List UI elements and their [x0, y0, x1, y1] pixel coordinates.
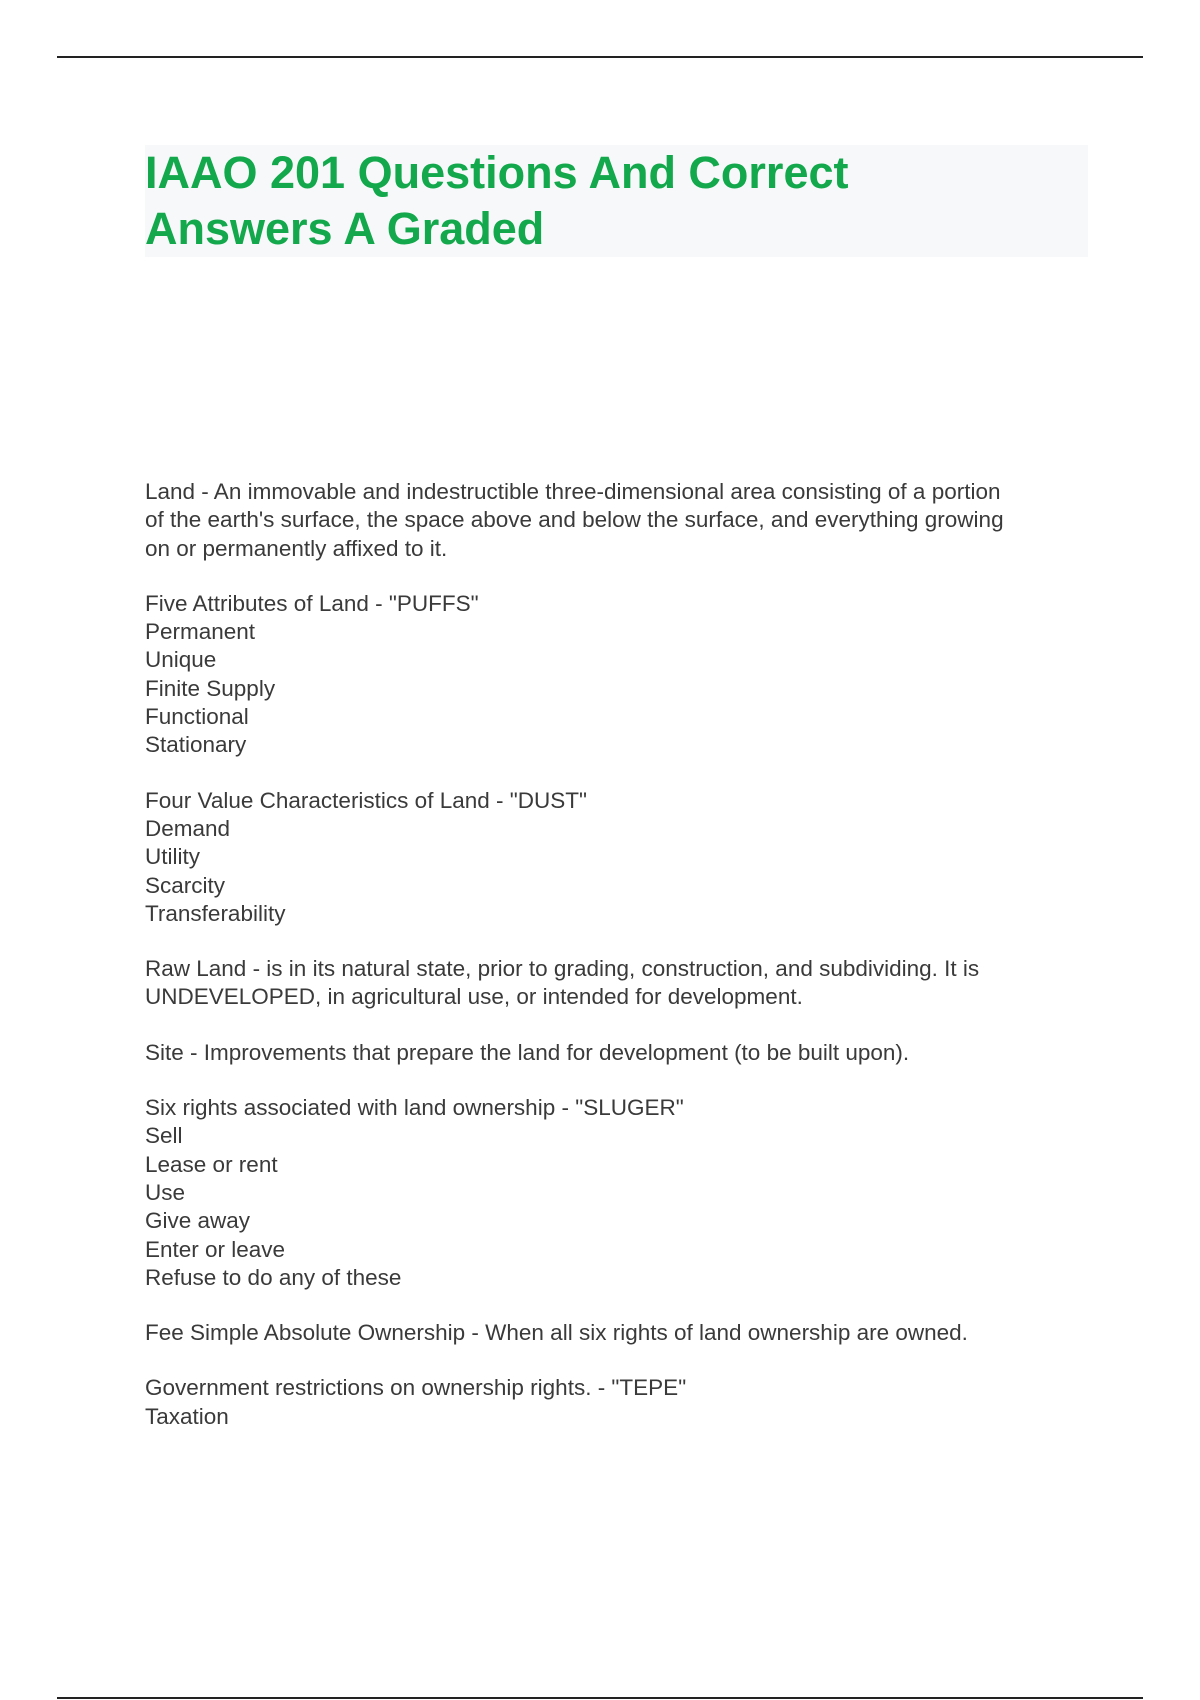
list-heading: Six rights associated with land ownership - "SLUGER" [145, 1095, 684, 1121]
definition-raw-land [145, 955, 1085, 1012]
list-heading: Government restrictions on ownership rights. - "TEPE" [145, 1375, 687, 1401]
list-heading: Five Attributes of Land - "PUFFS" [145, 590, 479, 616]
document-body [145, 478, 1085, 1458]
list-five-attributes [145, 590, 1085, 760]
definition-fee-simple [145, 1319, 1085, 1347]
list-item: Taxation [145, 1403, 229, 1429]
list-item: Sell [145, 1123, 183, 1149]
text-line: Fee Simple Absolute Ownership - When all six rights of land ownership are owned. [145, 1320, 968, 1346]
list-item: Give away [145, 1208, 251, 1234]
text-line: Land - An immovable and indestructible three-dimensional area consisting of a portion [145, 479, 1001, 504]
list-government-restrictions [145, 1374, 1085, 1431]
definition-site [145, 1039, 1085, 1067]
list-value-characteristics [145, 787, 1085, 928]
text-line: Raw Land - is in its natural state, prior to grading, construction, and subdividing. It is [145, 956, 980, 982]
list-six-rights [145, 1094, 1085, 1292]
list-item: Unique [145, 647, 217, 673]
text-line: of the earth's surface, the space above and below the surface, and everything growing [145, 507, 1004, 533]
list-item: Use [145, 1179, 186, 1205]
list-item: Lease or rent [145, 1151, 278, 1177]
definition-land [145, 478, 1085, 563]
list-item: Enter or leave [145, 1236, 286, 1262]
text-line: UNDEVELOPED, in agricultural use, or intended for development. [145, 984, 803, 1010]
list-item: Scarcity [145, 872, 226, 898]
page-bottom-rule [57, 1697, 1143, 1699]
list-heading: Four Value Characteristics of Land - "DUST" [145, 787, 587, 813]
document-title [145, 145, 1088, 257]
list-item: Finite Supply [145, 675, 276, 701]
list-item: Transferability [145, 900, 286, 926]
list-item: Demand [145, 815, 231, 841]
title-block [145, 145, 1088, 257]
list-item: Permanent [145, 619, 256, 645]
text-line: on or permanently affixed to it. [145, 535, 448, 561]
list-item: Functional [145, 704, 249, 730]
list-item: Stationary [145, 732, 247, 758]
list-item: Utility [145, 844, 200, 870]
list-item: Refuse to do any of these [145, 1264, 402, 1290]
text-line: Site - Improvements that prepare the land for development (to be built upon). [145, 1039, 910, 1065]
page-top-rule [57, 56, 1143, 58]
title-line-2: Answers A Graded [145, 203, 545, 254]
title-line-1: IAAO 201 Questions And Correct [145, 147, 849, 198]
